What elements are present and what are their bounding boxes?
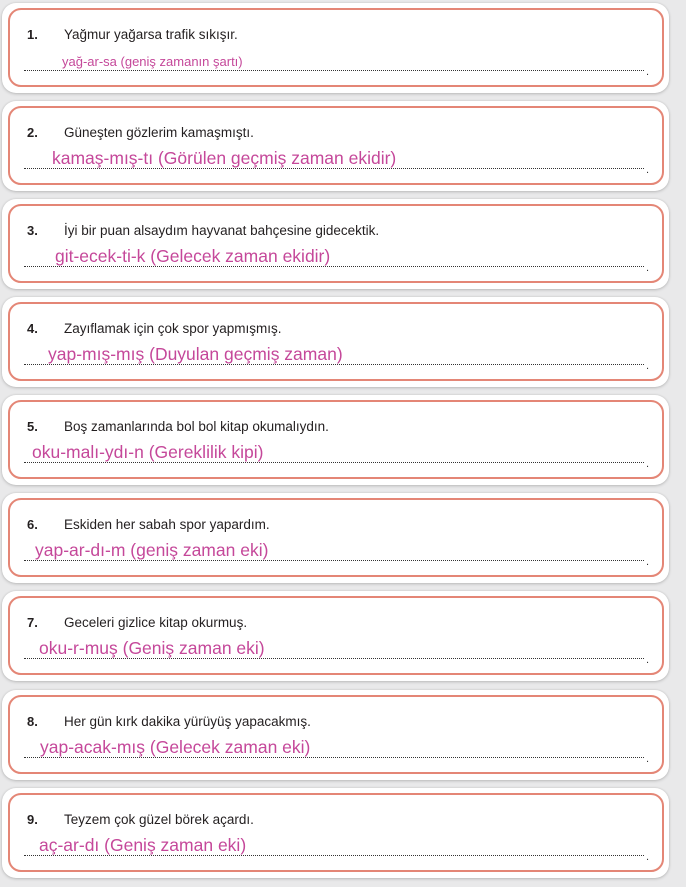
exercise-card-6 (2, 493, 669, 583)
exercise-card-3 (2, 199, 669, 289)
handwritten-answer: yap-acak-mış (Gelecek zaman eki) (40, 737, 311, 757)
exercise-card-4 (2, 297, 669, 387)
item-number: 7. (27, 615, 38, 630)
exercise-card-8 (2, 690, 669, 780)
handwritten-answer: yap-ar-dı-m (geniş zaman eki) (35, 540, 269, 560)
item-sentence: Her gün kırk dakika yürüyüş yapacakmış. (64, 714, 311, 729)
handwritten-answer: yap-mış-mış (Duyulan geçmiş zaman) (48, 344, 343, 364)
handwritten-answer: oku-r-muş (Geniş zaman eki) (39, 638, 265, 658)
item-number: 3. (27, 223, 38, 238)
exercise-border (8, 302, 664, 381)
exercise-border (8, 8, 664, 87)
item-number: 1. (27, 27, 38, 42)
exercise-border (8, 498, 664, 577)
item-number: 2. (27, 125, 38, 140)
line-end-dot: . (645, 654, 649, 666)
item-sentence: Eskiden her sabah spor yapardım. (64, 517, 270, 532)
item-sentence: İyi bir puan alsaydım hayvanat bahçesine gidecektik. (64, 223, 380, 238)
item-sentence: Yağmur yağarsa trafik sıkışır. (64, 27, 238, 42)
answer-line (24, 70, 644, 71)
item-number: 6. (27, 517, 38, 532)
line-end-dot: . (645, 360, 649, 372)
line-end-dot: . (645, 556, 649, 568)
item-sentence: Geceleri gizlice kitap okurmuş. (64, 615, 248, 630)
item-number: 4. (27, 321, 38, 336)
handwritten-answer: yağ-ar-sa (geniş zamanın şartı) (62, 54, 243, 69)
line-end-dot: . (645, 262, 649, 274)
exercise-border (8, 106, 664, 185)
exercise-border (8, 400, 664, 479)
exercise-card-2 (2, 101, 669, 191)
item-sentence: Güneşten gözlerim kamaşmıştı. (64, 125, 254, 140)
handwritten-answer: aç-ar-dı (Geniş zaman eki) (39, 835, 247, 855)
exercise-card-5 (2, 395, 669, 485)
exercise-card-9 (2, 788, 669, 878)
item-number: 8. (27, 714, 38, 729)
item-number: 9. (27, 812, 38, 827)
exercise-border (8, 695, 664, 774)
line-end-dot: . (645, 164, 649, 176)
item-number: 5. (27, 419, 38, 434)
exercise-card-7 (2, 591, 669, 681)
line-end-dot: . (645, 458, 649, 470)
item-sentence: Teyzem çok güzel börek açardı. (64, 812, 254, 827)
exercise-border (8, 596, 664, 675)
exercise-border (8, 204, 664, 283)
line-end-dot: . (645, 753, 649, 765)
line-end-dot: . (645, 66, 649, 78)
exercise-card-1 (2, 3, 669, 93)
item-sentence: Boş zamanlarında bol bol kitap okumalıydın. (64, 419, 329, 434)
handwritten-answer: kamaş-mış-tı (Görülen geçmiş zaman ekidir) (52, 148, 397, 168)
exercise-border (8, 793, 664, 872)
item-sentence: Zayıflamak için çok spor yapmışmış. (64, 321, 282, 336)
handwritten-answer: oku-malı-ydı-n (Gereklilik kipi) (32, 442, 264, 462)
line-end-dot: . (645, 851, 649, 863)
handwritten-answer: git-ecek-ti-k (Gelecek zaman ekidir) (55, 246, 331, 266)
